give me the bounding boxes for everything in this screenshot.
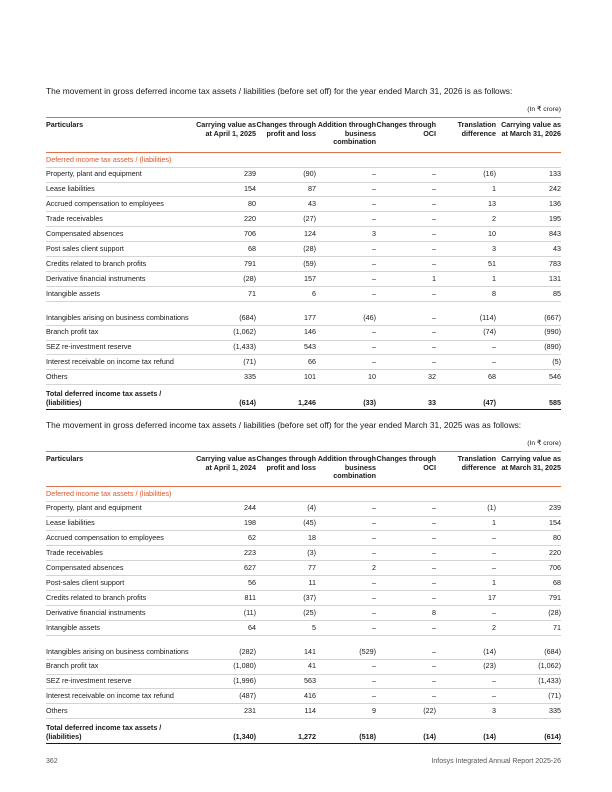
cell-value: – [316,325,376,340]
cell-value: – [376,620,436,635]
row-label: Post sales client support [46,242,196,257]
total-value: (1,340) [196,719,256,744]
cell-value: (4) [256,501,316,516]
cell-value: – [316,242,376,257]
table-row [46,370,561,385]
row-label: Intangible assets [46,286,196,301]
cell-value: – [436,531,496,546]
column-header: Addition through business combination [317,454,376,481]
cell-value: 546 [496,370,561,385]
cell-value: (14) [436,635,496,659]
cell-value: 791 [196,257,256,272]
column-header: Carrying value as at April 1, 2025 [196,120,256,138]
cell-value: 68 [196,242,256,257]
table-row [46,325,561,340]
cell-value: (28) [496,605,561,620]
cell-value: (890) [496,340,561,355]
cell-value: 43 [256,197,316,212]
cell-value: – [376,182,436,197]
row-label: Property, plant and equipment [46,167,196,182]
table-row [46,605,561,620]
cell-value: – [376,325,436,340]
cell-value: – [376,301,436,325]
cell-value: – [436,605,496,620]
total-value: (614) [196,385,256,410]
cell-value: 1 [436,516,496,531]
cell-value: (1,996) [196,674,256,689]
cell-value: – [376,576,436,591]
table-row [46,271,561,286]
cell-value: 239 [496,501,561,516]
cell-value: 2 [316,561,376,576]
cell-value: 62 [196,531,256,546]
cell-value: 157 [256,271,316,286]
cell-value: – [376,635,436,659]
row-label: Credits related to branch profits [46,257,196,272]
row-label: Derivative financial instruments [46,605,196,620]
column-header: Carrying value as at March 31, 2025 [501,454,561,472]
section-intro: The movement in gross deferred income tax assets / liabilities (before set off) for the year ended March 31, 2025 was as follows: [46,420,522,430]
cell-value: – [436,340,496,355]
row-label: Trade receivables [46,546,196,561]
cell-value: 64 [196,620,256,635]
cell-value: 706 [196,227,256,242]
cell-value: – [316,516,376,531]
cell-value: 56 [196,576,256,591]
table-body [46,486,561,743]
deferred-tax-table-2025 [46,451,561,744]
cell-value: 791 [496,591,561,606]
total-value: 1,272 [256,719,316,744]
cell-value: 51 [436,257,496,272]
row-label: Others [46,704,196,719]
row-label: Lease liabilities [46,182,196,197]
cell-value: – [376,212,436,227]
cell-value: 41 [256,659,316,674]
cell-value: – [376,561,436,576]
cell-value: 1 [376,271,436,286]
row-label: Derivative financial instruments [46,271,196,286]
table-row [46,561,561,576]
cell-value: – [316,546,376,561]
category-row [46,152,561,167]
cell-value: 1 [436,182,496,197]
table-row [46,674,561,689]
cell-value: – [376,355,436,370]
cell-value: 706 [496,561,561,576]
cell-value: 563 [256,674,316,689]
column-header: Changes through profit and loss [256,454,316,472]
cell-value: 811 [196,591,256,606]
cell-value: – [316,576,376,591]
cell-value: – [376,286,436,301]
cell-value: (46) [316,301,376,325]
cell-value: 335 [196,370,256,385]
cell-value: – [316,286,376,301]
cell-value: (90) [256,167,316,182]
cell-value: – [436,561,496,576]
cell-value: 3 [316,227,376,242]
cell-value: 10 [436,227,496,242]
column-header: Addition through business combination [317,120,376,147]
cell-value: (1,433) [496,674,561,689]
cell-value: 87 [256,182,316,197]
cell-value: 195 [496,212,561,227]
total-row [46,385,561,410]
cell-value: 133 [496,167,561,182]
cell-value: 71 [496,620,561,635]
category-row [46,486,561,501]
cell-value: 43 [496,242,561,257]
row-label: Intangible assets [46,620,196,635]
table-row [46,501,561,516]
cell-value: – [316,659,376,674]
cell-value: (45) [256,516,316,531]
row-label: Property, plant and equipment [46,501,196,516]
total-value: (14) [436,719,496,744]
cell-value: (1,062) [196,325,256,340]
cell-value: – [316,591,376,606]
table-row [46,301,561,325]
cell-value: 80 [196,197,256,212]
cell-value: (27) [256,212,316,227]
cell-value: (23) [436,659,496,674]
cell-value: (667) [496,301,561,325]
cell-value: – [316,197,376,212]
cell-value: 154 [196,182,256,197]
cell-value: (1,433) [196,340,256,355]
row-label: Trade receivables [46,212,196,227]
cell-value: 242 [496,182,561,197]
cell-value: 239 [196,167,256,182]
cell-value: – [316,531,376,546]
cell-value: 66 [256,355,316,370]
table-header-row [46,118,561,153]
table-row [46,516,561,531]
cell-value: (37) [256,591,316,606]
cell-value: (114) [436,301,496,325]
column-header: Changes through OCI [376,454,436,472]
cell-value: (16) [436,167,496,182]
cell-value: 783 [496,257,561,272]
total-value: (47) [436,385,496,410]
cell-value: – [316,167,376,182]
total-label: Total deferred income tax assets / (liabilities) [46,719,196,744]
report-title: Infosys Integrated Annual Report 2025-26 [431,758,561,765]
cell-value: (71) [496,689,561,704]
cell-value: (684) [196,301,256,325]
cell-value: – [376,659,436,674]
cell-value: 3 [436,242,496,257]
cell-value: 231 [196,704,256,719]
cell-value: (529) [316,635,376,659]
cell-value: – [316,340,376,355]
cell-value: – [316,271,376,286]
cell-value: 17 [436,591,496,606]
cell-value: – [376,689,436,704]
column-header: Changes through profit and loss [256,120,316,138]
cell-value: 416 [256,689,316,704]
cell-value: 124 [256,227,316,242]
unit-label: (In ₹ crore) [527,440,561,447]
cell-value: – [436,355,496,370]
row-label: Accrued compensation to employees [46,197,196,212]
cell-value: 9 [316,704,376,719]
table-row [46,689,561,704]
row-label: SEZ re-investment reserve [46,674,196,689]
section-fy2026 [46,86,561,410]
cell-value: 10 [316,370,376,385]
row-label: Intangibles arising on business combinations [46,635,196,659]
table-row [46,591,561,606]
cell-value: (28) [196,271,256,286]
cell-value: 220 [196,212,256,227]
table-row [46,242,561,257]
cell-value: – [376,546,436,561]
total-value: 33 [376,385,436,410]
cell-value: 101 [256,370,316,385]
category-label: Deferred income tax assets / (liabilities) [46,152,561,167]
row-label: Branch profit tax [46,325,196,340]
cell-value: 543 [256,340,316,355]
cell-value: – [316,689,376,704]
cell-value: (487) [196,689,256,704]
cell-value: 843 [496,227,561,242]
table-header-row [46,452,561,487]
total-value: (518) [316,719,376,744]
table-row [46,620,561,635]
cell-value: 198 [196,516,256,531]
cell-value: (28) [256,242,316,257]
column-header: Particulars [46,120,84,129]
total-value: (14) [376,719,436,744]
cell-value: – [436,689,496,704]
cell-value: (1,062) [496,659,561,674]
table-row [46,227,561,242]
cell-value: – [376,501,436,516]
cell-value: 80 [496,531,561,546]
category-label: Deferred income tax assets / (liabilities) [46,486,561,501]
cell-value: – [376,591,436,606]
row-label: Lease liabilities [46,516,196,531]
cell-value: (71) [196,355,256,370]
cell-value: 146 [256,325,316,340]
cell-value: – [316,674,376,689]
column-header: Translation difference [457,120,496,138]
table-row [46,355,561,370]
table-row [46,340,561,355]
cell-value: 8 [376,605,436,620]
table-row [46,257,561,272]
total-label: Total deferred income tax assets / (liabilities) [46,385,196,410]
total-value: 1,246 [256,385,316,410]
table-row [46,531,561,546]
unit-label: (In ₹ crore) [527,106,561,113]
cell-value: (3) [256,546,316,561]
cell-value: 244 [196,501,256,516]
cell-value: – [376,197,436,212]
table-body [46,152,561,409]
table-row [46,576,561,591]
row-label: Branch profit tax [46,659,196,674]
cell-value: – [316,605,376,620]
cell-value: 3 [436,704,496,719]
cell-value: (282) [196,635,256,659]
cell-value: 2 [436,212,496,227]
cell-value: – [316,355,376,370]
table-row [46,659,561,674]
cell-value: (1,080) [196,659,256,674]
cell-value: (25) [256,605,316,620]
deferred-tax-table-2026 [46,117,561,410]
cell-value: – [376,257,436,272]
row-label: Accrued compensation to employees [46,531,196,546]
cell-value: – [316,182,376,197]
cell-value: (74) [436,325,496,340]
cell-value: 13 [436,197,496,212]
section-fy2025 [46,420,561,744]
row-label: Interest receivable on income tax refund [46,689,196,704]
table-row [46,212,561,227]
cell-value: 220 [496,546,561,561]
section-intro: The movement in gross deferred income tax assets / liabilities (before set off) for the year ended March 31, 2026 is as follows: [46,86,513,96]
row-label: Post-sales client support [46,576,196,591]
cell-value: 1 [436,576,496,591]
table-row [46,286,561,301]
cell-value: – [316,501,376,516]
cell-value: – [376,242,436,257]
cell-value: – [316,257,376,272]
cell-value: – [376,531,436,546]
column-header: Particulars [46,454,84,463]
cell-value: 68 [436,370,496,385]
total-value: (614) [496,719,561,744]
total-value: 585 [496,385,561,410]
column-header: Translation difference [457,454,496,472]
table-row [46,167,561,182]
column-header: Changes through OCI [376,120,436,138]
cell-value: (990) [496,325,561,340]
cell-value: 18 [256,531,316,546]
cell-value: 2 [436,620,496,635]
cell-value: – [376,340,436,355]
table-row [46,182,561,197]
cell-value: (22) [376,704,436,719]
cell-value: 1 [436,271,496,286]
cell-value: – [436,674,496,689]
cell-value: (11) [196,605,256,620]
row-label: Others [46,370,196,385]
cell-value: – [436,546,496,561]
row-label: Credits related to branch profits [46,591,196,606]
cell-value: 223 [196,546,256,561]
cell-value: – [376,167,436,182]
row-label: Intangibles arising on business combinations [46,301,196,325]
page-number: 362 [46,758,58,765]
cell-value: – [316,212,376,227]
cell-value: 154 [496,516,561,531]
total-value: (33) [316,385,376,410]
row-label: Compensated absences [46,561,196,576]
cell-value: 141 [256,635,316,659]
cell-value: 8 [436,286,496,301]
table-row [46,635,561,659]
cell-value: – [316,620,376,635]
cell-value: 627 [196,561,256,576]
table-row [46,197,561,212]
cell-value: 136 [496,197,561,212]
row-label: SEZ re-investment reserve [46,340,196,355]
column-header: Carrying value as at April 1, 2024 [196,454,256,472]
cell-value: (5) [496,355,561,370]
cell-value: 77 [256,561,316,576]
cell-value: (59) [256,257,316,272]
cell-value: 85 [496,286,561,301]
cell-value: (684) [496,635,561,659]
cell-value: – [376,227,436,242]
cell-value: 5 [256,620,316,635]
cell-value: 32 [376,370,436,385]
cell-value: 335 [496,704,561,719]
cell-value: – [376,516,436,531]
table-row [46,546,561,561]
table-row [46,704,561,719]
cell-value: – [376,674,436,689]
cell-value: 114 [256,704,316,719]
cell-value: 11 [256,576,316,591]
cell-value: 6 [256,286,316,301]
cell-value: 71 [196,286,256,301]
row-label: Compensated absences [46,227,196,242]
cell-value: 131 [496,271,561,286]
cell-value: 177 [256,301,316,325]
column-header: Carrying value as at March 31, 2026 [501,120,561,138]
cell-value: 68 [496,576,561,591]
cell-value: (1) [436,501,496,516]
total-row [46,719,561,744]
row-label: Interest receivable on income tax refund [46,355,196,370]
